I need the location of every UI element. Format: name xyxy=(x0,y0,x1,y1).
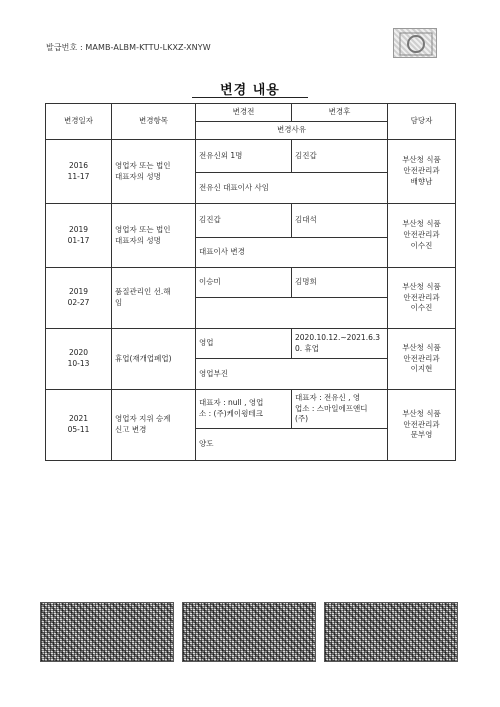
change-item-cell: 휴업(재개업폐업) xyxy=(112,329,196,390)
reason-cell: 전유신 대표이사 사임 xyxy=(196,173,388,204)
before-value-cell: 김진갑 xyxy=(196,204,292,238)
after-value-cell: 대표자 : 전유신 , 영 업소 : 스마일에프앤디 (주) xyxy=(292,390,388,429)
change-date-cell: 2016 11-17 xyxy=(46,140,112,204)
change-item-cell: 품질관리인 선.해 임 xyxy=(112,268,196,329)
header-manager: 담당자 xyxy=(388,104,456,140)
before-value-cell: 전유신외 1명 xyxy=(196,140,292,173)
reason-cell: 양도 xyxy=(196,429,388,461)
header-item: 변경항목 xyxy=(112,104,196,140)
reason-cell xyxy=(196,298,388,329)
table-row xyxy=(46,140,456,173)
change-item-cell: 영업자 또는 법인 대표자의 성명 xyxy=(112,204,196,268)
change-date-cell: 2019 02-27 xyxy=(46,268,112,329)
header-reason: 변경사유 xyxy=(196,122,388,140)
official-stamp-image xyxy=(393,28,437,58)
table-body xyxy=(46,140,456,461)
after-value-cell: 김대석 xyxy=(292,204,388,238)
header-date: 변경일자 xyxy=(46,104,112,140)
before-value-cell: 영업 xyxy=(196,329,292,359)
table-row xyxy=(46,204,456,238)
change-date-cell: 2020 10-13 xyxy=(46,329,112,390)
issue-number: 발급번호 : MAMB-ALBM-KTTU-LKXZ-XNYW xyxy=(46,43,211,52)
table-row xyxy=(46,268,456,298)
before-value-cell: 대표자 : null , 영업 소 : (주)케이윙테크 xyxy=(196,390,292,429)
change-item-cell: 영업자 지위 승계 신고 변경 xyxy=(112,390,196,461)
change-item-cell: 영업자 또는 법인 대표자의 성명 xyxy=(112,140,196,204)
manager-cell: 부산청 식품 안전관리과 이수진 xyxy=(388,204,456,268)
header-before: 변경전 xyxy=(196,104,292,122)
header-after: 변경후 xyxy=(292,104,388,122)
manager-cell: 부산청 식품 안전관리과 문부영 xyxy=(388,390,456,461)
verification-code-image xyxy=(40,602,174,662)
reason-cell: 대표이사 변경 xyxy=(196,238,388,268)
manager-cell: 부산청 식품 안전관리과 배향남 xyxy=(388,140,456,204)
change-date-cell: 2019 01-17 xyxy=(46,204,112,268)
manager-cell: 부산청 식품 안전관리과 이수진 xyxy=(388,268,456,329)
after-value-cell: 김명희 xyxy=(292,268,388,298)
after-value-cell: 2020.10.12.~2021.6.3 0. 휴업 xyxy=(292,329,388,359)
title-underline xyxy=(192,97,308,98)
table-row xyxy=(46,329,456,359)
change-date-cell: 2021 05-11 xyxy=(46,390,112,461)
before-value-cell: 이승미 xyxy=(196,268,292,298)
verification-code-image xyxy=(182,602,316,662)
header-row xyxy=(46,104,456,122)
reason-cell: 영업부진 xyxy=(196,359,388,390)
page-title: 변경 내용 xyxy=(220,83,280,98)
table-row xyxy=(46,390,456,429)
verification-code-image xyxy=(324,602,458,662)
change-history-table xyxy=(45,103,456,461)
manager-cell: 부산청 식품 안전관리과 이지현 xyxy=(388,329,456,390)
after-value-cell: 김진갑 xyxy=(292,140,388,173)
